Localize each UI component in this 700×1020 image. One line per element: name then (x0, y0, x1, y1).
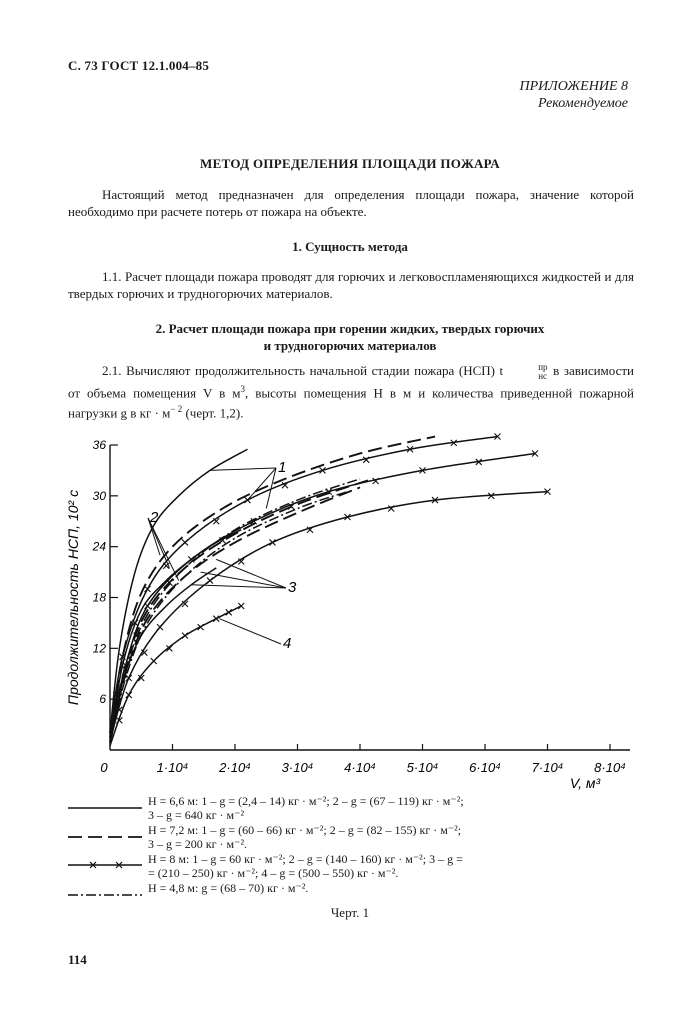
legend-text: H = 8 м: 1 – g = 60 кг · м⁻²; 2 – g = (140 – 160) кг · м⁻²; 3 – g = (148, 852, 463, 866)
legend-text: 3 – g = 640 кг · м⁻² (148, 808, 245, 822)
x-tick-label: 3·10⁴ (281, 760, 314, 775)
legend-text: = (210 – 250) кг · м⁻²; 4 – g = (500 – 550) кг · м⁻². (148, 866, 399, 880)
cross-marker (145, 603, 151, 609)
label-leader (216, 559, 286, 588)
cross-marker (126, 692, 132, 698)
cross-marker (145, 586, 151, 592)
y-axis-label: Продолжительность НСП, 10² с (65, 489, 81, 706)
legend-row-h66 (68, 794, 648, 822)
cross-marker (182, 539, 188, 545)
appendix-status: Рекомендуемое (538, 96, 628, 111)
x-tick-label: 0 (100, 760, 108, 775)
legend-dashed-line (68, 834, 142, 840)
legend-cross-line (68, 861, 142, 869)
legend-dashdot-line (68, 892, 142, 898)
p2-text-d: (черт. 1,2). (182, 405, 244, 421)
cross-marker (213, 616, 219, 622)
y-tick-label: 18 (92, 590, 106, 605)
section1-heading: 1. Сущность метода (292, 239, 408, 254)
chart-legend (68, 794, 648, 902)
page-title: МЕТОД ОПРЕДЕЛЕНИЯ ПЛОЩАДИ ПОЖАРА (200, 156, 500, 171)
appendix-label: ПРИЛОЖЕНИЕ 8 (519, 79, 628, 94)
label-leader (210, 468, 276, 470)
figure-caption: Черт. 1 (330, 905, 370, 920)
cross-marker (151, 658, 157, 664)
curve-label: 4 (283, 635, 292, 652)
x-tick-label: 7·10⁴ (531, 760, 564, 775)
cross-marker (238, 603, 244, 609)
y-tick-label: 30 (92, 488, 106, 503)
chart (50, 420, 650, 790)
cross-marker (207, 578, 213, 584)
cross-marker (226, 609, 232, 615)
y-tick-label: 12 (92, 641, 106, 656)
legend-row-h72 (68, 823, 648, 851)
t-index (504, 363, 547, 381)
legend-text: 3 – g = 200 кг · м⁻². (148, 837, 248, 851)
curve-label: 2 (150, 509, 159, 526)
cross-marker (182, 633, 188, 639)
cross-marker (126, 675, 132, 681)
exp-m2: − 2 (170, 404, 183, 415)
curve-label: 3 (288, 579, 297, 596)
legend-solid-line (68, 805, 142, 811)
page-number: 114 (68, 952, 87, 967)
x-tick-label: 2·10⁴ (219, 760, 251, 775)
x-axis-label: V, м³ (569, 775, 601, 790)
t-sup: пр (538, 362, 548, 373)
curve-label: 1 (278, 459, 287, 476)
exp-3: 3 (240, 384, 246, 395)
legend-text: H = 7,2 м: 1 – g = (60 – 66) кг · м⁻²; 2 – g = (82 – 155) кг · м⁻²; (148, 823, 462, 837)
x-tick-label: 4·10⁴ (344, 760, 376, 775)
p2-text-c: , высоты помещения H в м и количества приведенной пожарной нагрузки g в кг · м (68, 385, 634, 421)
y-tick-label: 6 (99, 692, 106, 707)
section2-heading (0, 320, 700, 354)
appendix-header (520, 78, 628, 112)
x-tick-label: 8·10⁴ (594, 760, 626, 775)
legend-text: H = 6,6 м: 1 – g = (2,4 – 14) кг · м⁻²; 2 – g = (67 – 119) кг · м⁻²; (148, 794, 464, 808)
intro-paragraph: Настоящий метод предназначен для определения площади пожара, значение которой необходимо при расчете потерь от пожара на объекте. (68, 187, 634, 219)
x-tick-label: 5·10⁴ (406, 760, 439, 775)
section2-heading-line1: 2. Расчет площади пожара при горении жидких, твердых горючих (155, 321, 545, 336)
x-tick-label: 6·10⁴ (469, 760, 501, 775)
series-line (110, 492, 548, 742)
p2-text-b: в зависимости от объема помещения V в м (68, 363, 635, 401)
legend-text: H = 4,8 м: g = (68 – 70) кг · м⁻². (148, 881, 309, 895)
y-tick-label: 24 (92, 539, 106, 554)
label-leader (219, 619, 281, 644)
y-tick-label: 36 (92, 438, 106, 452)
legend-row-h48 (68, 881, 648, 901)
series-line (110, 568, 216, 746)
x-tick-label: 1·10⁴ (156, 760, 189, 775)
doc-reference: С. 73 ГОСТ 12.1.004–85 (68, 58, 210, 73)
section2-paragraph (68, 362, 634, 422)
legend-row-h8 (68, 852, 648, 880)
p2-text-a: 2.1. Вычисляют продолжительность начальной стадии пожара (НСП) t (102, 363, 504, 378)
t-sub: нс (538, 371, 547, 382)
section1-paragraph: 1.1. Расчет площади пожара проводят для горючих и легковоспламеняющихся жидкостей и для твердых горючих и трудногорючих материалов. (68, 269, 634, 301)
section2-heading-line2: и трудногорючих материалов (263, 338, 437, 353)
cross-marker (270, 539, 276, 545)
cross-marker (157, 624, 163, 630)
